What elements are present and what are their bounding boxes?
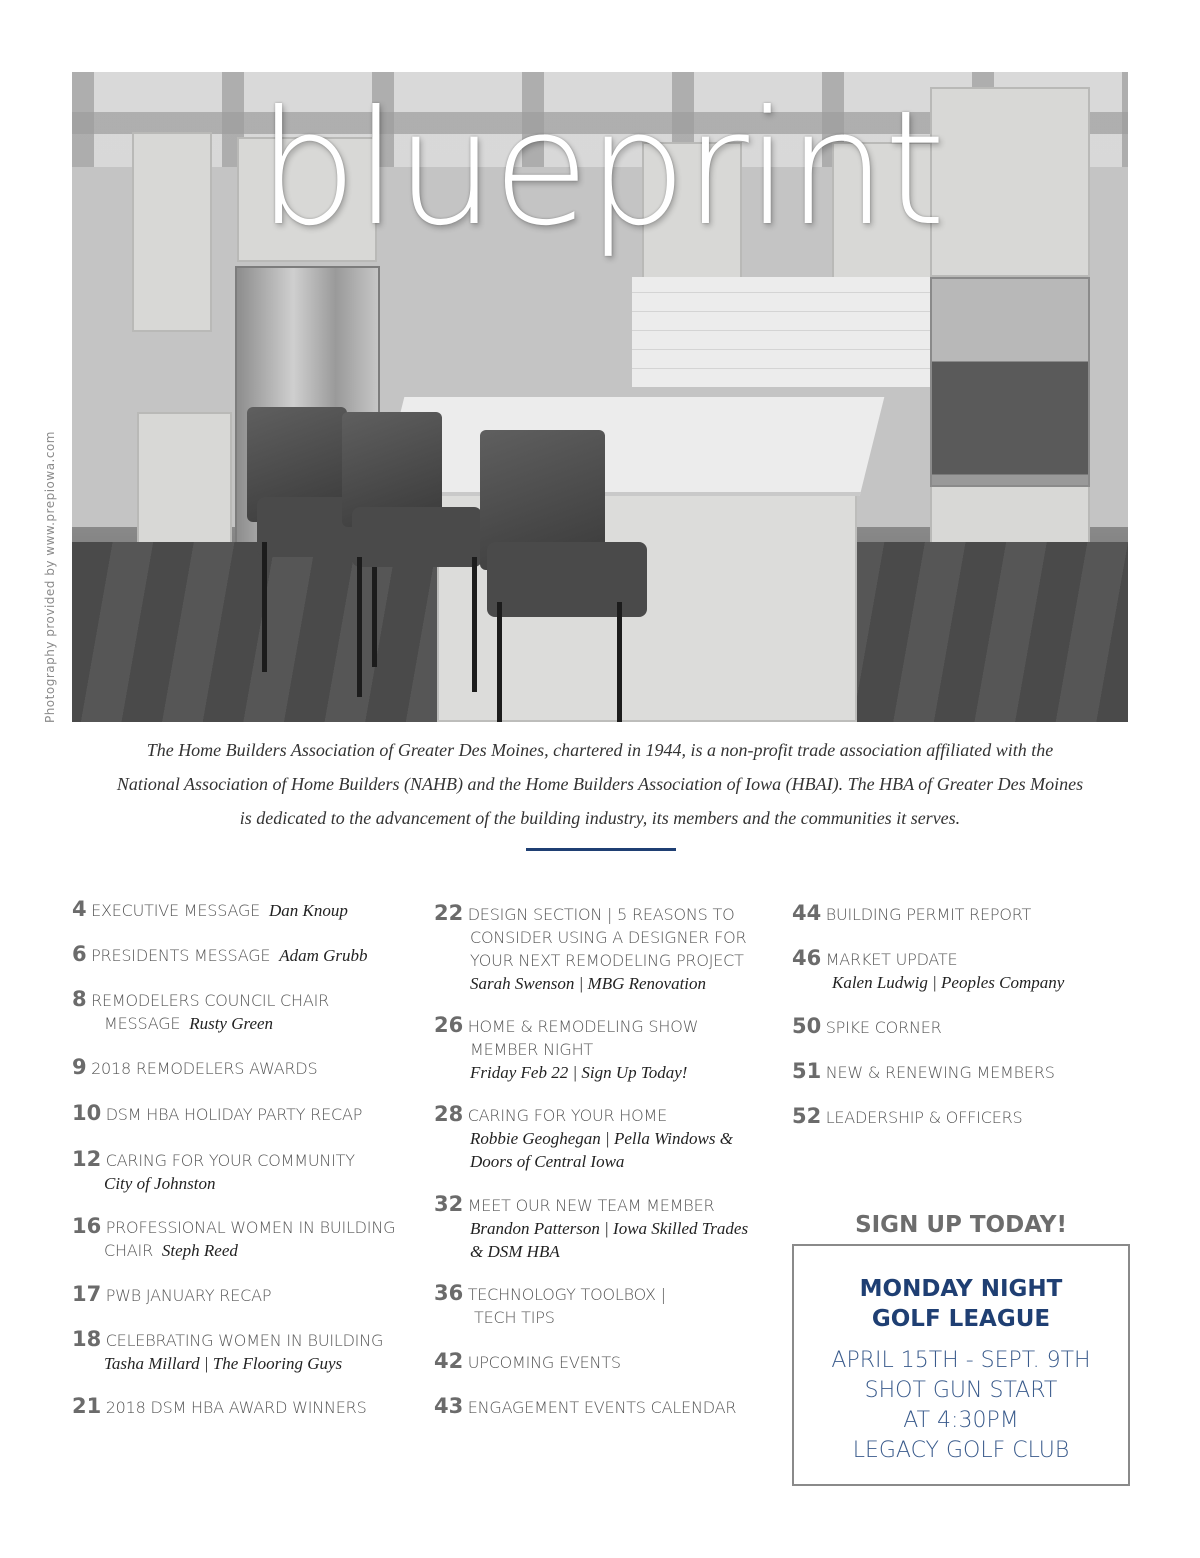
- toc-title-cont: MEMBER NIGHT: [470, 1040, 593, 1059]
- golf-dates: APRIL 15TH - SEPT. 9TH: [831, 1348, 1091, 1373]
- toc-entry[interactable]: [434, 1282, 784, 1330]
- toc-page-number: 43: [434, 1394, 464, 1418]
- photo-chair: [487, 542, 647, 617]
- toc-title: DESIGN SECTION | 5 REASONS TO: [467, 905, 735, 924]
- toc-page-number: 9: [72, 1055, 87, 1079]
- toc-author-cont: & DSM HBA: [470, 1242, 560, 1261]
- toc-title: BUILDING PERMIT REPORT: [825, 905, 1032, 924]
- toc-page-number: 46: [792, 946, 822, 970]
- toc-page-number: 22: [434, 901, 464, 925]
- toc-entry[interactable]: [434, 902, 784, 996]
- toc-entry[interactable]: [72, 1056, 422, 1081]
- toc-page-number: 26: [434, 1013, 464, 1037]
- photo-backsplash: [632, 277, 932, 387]
- toc-title: MEET OUR NEW TEAM MEMBER: [467, 1196, 715, 1215]
- kitchen-photo: [72, 72, 1128, 722]
- toc-title: TECHNOLOGY TOOLBOX |: [467, 1285, 666, 1304]
- toc-author: Robbie Geoghegan | Pella Windows &: [470, 1129, 733, 1148]
- photo-chair-leg: [472, 557, 477, 692]
- toc-title: LEADERSHIP & OFFICERS: [825, 1108, 1023, 1127]
- toc-author: City of Johnston: [104, 1174, 216, 1193]
- toc-title: PWB JANUARY RECAP: [105, 1286, 272, 1305]
- toc-title: CARING FOR YOUR HOME: [467, 1106, 668, 1125]
- toc-title-cont: CONSIDER USING A DESIGNER FOR: [470, 928, 747, 947]
- toc-title: ENGAGEMENT EVENTS CALENDAR: [467, 1398, 737, 1417]
- toc-page-number: 16: [72, 1214, 102, 1238]
- toc-page-number: 12: [72, 1147, 102, 1171]
- toc-title-cont: YOUR NEXT REMODELING PROJECT: [470, 951, 744, 970]
- toc-title: REMODELERS COUNCIL CHAIR: [91, 991, 330, 1010]
- toc-page-number: 32: [434, 1192, 464, 1216]
- signup-heading: SIGN UP TODAY!: [855, 1212, 1067, 1238]
- golf-league-box[interactable]: [792, 1244, 1130, 1486]
- toc-page-number: 21: [72, 1394, 102, 1418]
- toc-entry[interactable]: [72, 1283, 422, 1308]
- photo-chair-leg: [262, 542, 267, 672]
- toc-title: CELEBRATING WOMEN IN BUILDING: [105, 1331, 384, 1350]
- toc-page-number: 42: [434, 1349, 464, 1373]
- toc-title: CARING FOR YOUR COMMUNITY: [105, 1151, 355, 1170]
- toc-author: Dan Knoup: [268, 901, 348, 920]
- intro-line: The Home Builders Association of Greater Des Moines, chartered in 1944, is a non-profit trade association affiliated with the: [146, 740, 1054, 760]
- toc-entry[interactable]: [72, 1215, 422, 1263]
- toc-author: Brandon Patterson | Iowa Skilled Trades: [470, 1219, 749, 1238]
- toc-page-number: 6: [72, 942, 87, 966]
- golf-heading-line: MONDAY NIGHT: [859, 1276, 1063, 1302]
- golf-detail: SHOT GUN START: [864, 1378, 1058, 1403]
- toc-author: Adam Grubb: [279, 946, 368, 965]
- toc-author: Rusty Green: [189, 1014, 274, 1033]
- toc-entry[interactable]: [792, 947, 1122, 995]
- toc-entry[interactable]: [434, 1395, 784, 1420]
- toc-author-cont: Doors of Central Iowa: [470, 1152, 625, 1171]
- toc-page-number: 10: [72, 1101, 102, 1125]
- toc-title: PROFESSIONAL WOMEN IN BUILDING: [105, 1218, 396, 1237]
- toc-page-number: 51: [792, 1059, 822, 1083]
- toc-page-number: 8: [72, 987, 87, 1011]
- toc-title: NEW & RENEWING MEMBERS: [825, 1063, 1055, 1082]
- toc-entry[interactable]: [72, 1102, 422, 1127]
- toc-title: DSM HBA HOLIDAY PARTY RECAP: [105, 1105, 363, 1124]
- toc-author: Kalen Ludwig | Peoples Company: [832, 973, 1065, 992]
- toc-entry[interactable]: [72, 1148, 422, 1196]
- toc-entry[interactable]: [434, 1103, 784, 1174]
- golf-time: AT 4:30PM: [903, 1408, 1019, 1433]
- toc-page-number: 28: [434, 1102, 464, 1126]
- toc-title: PRESIDENTS MESSAGE: [91, 946, 271, 965]
- toc-entry[interactable]: [72, 943, 422, 968]
- toc-title-cont: MESSAGE: [104, 1014, 181, 1033]
- toc-author: Friday Feb 22 | Sign Up Today!: [470, 1063, 688, 1082]
- golf-heading-line: GOLF LEAGUE: [871, 1306, 1051, 1332]
- intro-line: is dedicated to the advancement of the building industry, its members and the communities it serves.: [239, 808, 961, 828]
- toc-page-number: 44: [792, 901, 822, 925]
- toc-title: UPCOMING EVENTS: [467, 1353, 621, 1372]
- golf-venue: LEGACY GOLF CLUB: [852, 1438, 1070, 1463]
- toc-page-number: 50: [792, 1014, 822, 1038]
- toc-page-number: 52: [792, 1104, 822, 1128]
- toc-page-number: 17: [72, 1282, 102, 1306]
- toc-title: SPIKE CORNER: [825, 1018, 942, 1037]
- toc-entry[interactable]: [72, 1328, 422, 1376]
- photo-cabinet: [137, 412, 232, 552]
- toc-page-number: 36: [434, 1281, 464, 1305]
- toc-entry[interactable]: [434, 1350, 784, 1375]
- toc-entry[interactable]: [434, 1193, 784, 1264]
- photo-chair-leg: [497, 602, 502, 722]
- intro-paragraph: [60, 733, 1140, 835]
- toc-title: MARKET UPDATE: [825, 950, 958, 969]
- toc-page-number: 4: [72, 897, 87, 921]
- toc-entry[interactable]: [792, 1060, 1122, 1085]
- toc-title: EXECUTIVE MESSAGE: [91, 901, 261, 920]
- toc-entry[interactable]: [434, 1014, 784, 1085]
- toc-title: HOME & REMODELING SHOW: [467, 1017, 699, 1036]
- photo-credit: Photography provided by www.prepiowa.com: [43, 430, 57, 724]
- toc-entry[interactable]: [792, 902, 1122, 927]
- toc-title-cont: CHAIR: [104, 1241, 153, 1260]
- toc-author: Sarah Swenson | MBG Renovation: [470, 974, 707, 993]
- toc-title: 2018 REMODELERS AWARDS: [91, 1059, 318, 1078]
- photo-countertop: [380, 397, 885, 496]
- photo-oven: [930, 277, 1090, 487]
- toc-entry[interactable]: [72, 988, 422, 1036]
- photo-chair-leg: [617, 602, 622, 722]
- section-divider: [526, 848, 676, 851]
- toc-entry[interactable]: [72, 1395, 422, 1420]
- toc-author: Steph Reed: [161, 1241, 238, 1260]
- toc-entry[interactable]: [792, 1105, 1122, 1130]
- toc-entry[interactable]: [72, 898, 422, 923]
- toc-entry[interactable]: [792, 1015, 1122, 1040]
- toc-title: 2018 DSM HBA AWARD WINNERS: [105, 1398, 367, 1417]
- toc-title-cont: TECH TIPS: [474, 1308, 555, 1327]
- photo-chair-leg: [357, 557, 362, 697]
- toc-author: Tasha Millard | The Flooring Guys: [104, 1354, 343, 1373]
- toc-page-number: 18: [72, 1327, 102, 1351]
- intro-line: National Association of Home Builders (NAHB) and the Home Builders Association of Iowa (HBAI). The HBA of Greater Des Moines: [116, 774, 1084, 794]
- masthead-title: blueprint: [257, 77, 943, 261]
- photo-chair: [352, 507, 482, 567]
